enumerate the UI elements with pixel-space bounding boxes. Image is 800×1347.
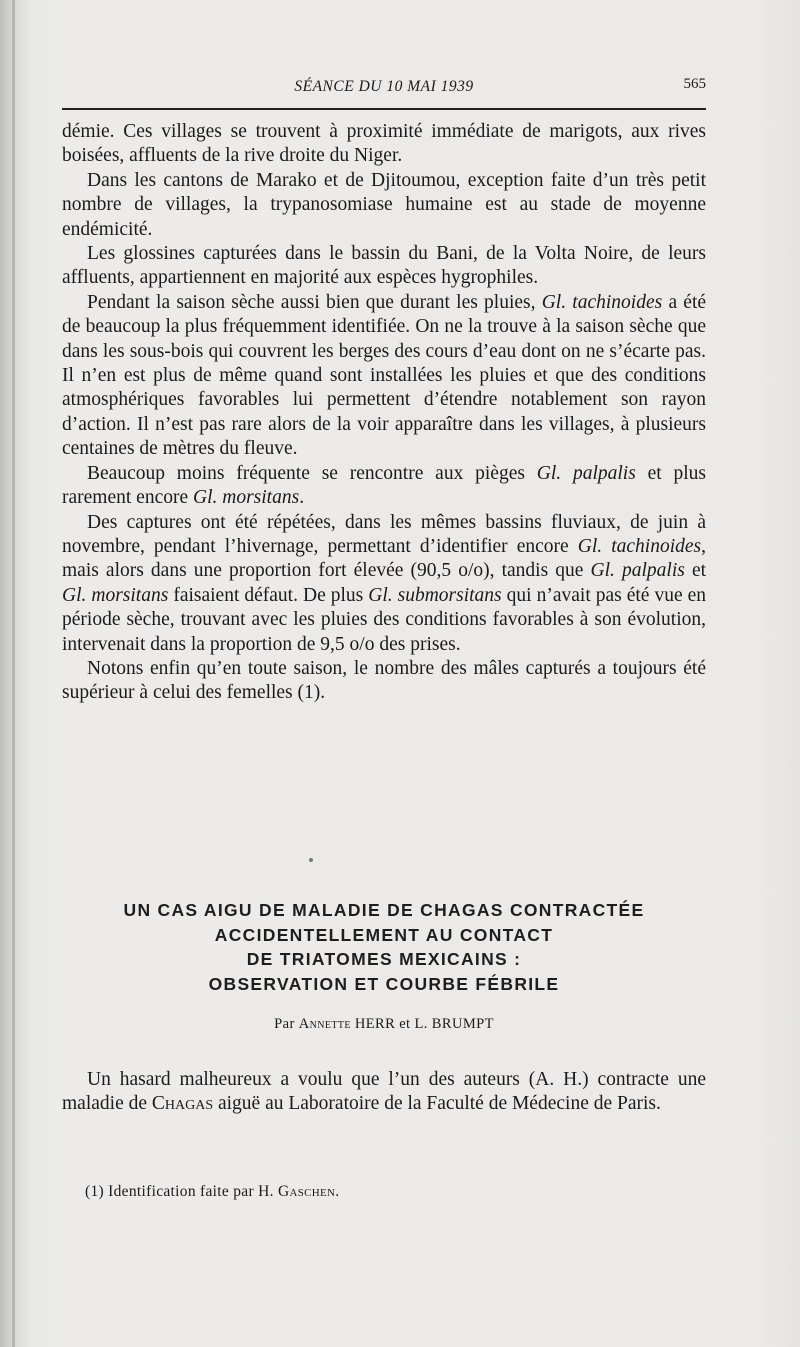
paragraph-7: Notons enfin qu’en toute saison, le nombre des mâles capturés a toujours été supérieur à celui des femelles (1). [62,657,706,704]
byline-prefix: Par [274,1016,295,1032]
person-name: Gaschen [277,1183,336,1200]
paragraph-3: Les glossines capturées dans le bassin du Bani, de la Volta Noire, de leurs affluents, appartiennent en majorité aux espèces hygrophiles. [62,243,706,289]
author-name: Annette HERR [298,1016,396,1032]
paragraph-5 [62,462,706,511]
paragraph-6 [62,511,706,657]
species-name: Gl. morsitans [193,487,300,509]
running-head [62,76,706,100]
print-speck [309,858,313,862]
byline [62,1016,706,1033]
species-name: Gl. submorsitans [368,584,502,606]
species-name: Gl. palpalis [590,560,685,582]
page-number: 565 [683,76,706,92]
article-body-continued [62,120,706,706]
species-name: Gl. palpalis [536,462,636,484]
article-title [62,898,706,996]
binding-shadow [12,0,15,1347]
footnote [85,1183,705,1201]
text-span: aiguë au Laboratoire de la Faculté de Médecine de Paris. [217,1093,661,1115]
text-span: et [691,560,707,582]
running-title: SÉANCE DU 10 MAI 1939 [294,78,474,95]
footnote-text: Identification faite par H. [108,1183,274,1200]
intro-paragraph [62,1068,706,1117]
text-span: qui n’avait pas été vue en période sèche, trouvant avec les pluies des conditions favorables à son évolution, intervenait dans la proportion de 9,5 o/o des prises. [62,584,707,655]
footnote-end: . [335,1183,340,1200]
title-line: DE TRIATOMES MEXICAINS : [246,949,522,969]
paragraph-4 [62,291,706,462]
text-span: . [299,487,305,509]
text-span: et plus rarement encore [62,462,706,509]
species-name: Gl. morsitans [62,584,169,606]
text-span: Des captures ont été répétées, dans les mêmes bassins fluviaux, de juin à novembre, pendant l’hivernage, permettant d’identifier encore [62,511,706,557]
text-span: faisaient défaut. De plus [173,584,364,606]
title-line: UN CAS AIGU DE MALADIE DE CHAGAS CONTRACTÉE [123,900,645,920]
text-span: Beaucoup moins fréquente se rencontre aux pièges [87,462,525,484]
article-intro [62,1068,706,1117]
author-name: L. BRUMPT [414,1016,494,1032]
text-span: Pendant la saison sèche aussi bien que durant les pluies, [87,291,536,313]
paragraph-1: démie. Ces villages se trouvent à proximité immédiate de marigots, aux rives boisées, affluents de la rive droite du Niger. [62,121,706,167]
text-span: , mais alors dans une proportion fort élevée (90,5 o/o), tandis que [62,535,706,582]
paragraph-2: Dans les cantons de Marako et de Djitoumou, exception faite d’un très petit nombre de villages, la trypanosomiase humaine est au stade de moyenne endémicité. [62,169,706,240]
title-line: ACCIDENTELLEMENT AU CONTACT [214,924,554,945]
byline-and: et [399,1016,411,1032]
text-span: a été de beaucoup la plus fréquemment identifiée. On ne la trouve à la saison sèche que dans les sous-bois qui couvrent les berges des cours d’eau dont on ne s’écarte pas. Il n’en est plus de même quand sont installées les pluies et que des conditions atmosphériques favorables lui permettent d’étendre notablement son rayon d’action. Il n’est pas rare alors de la voir apparaître dans les villages, à plusieurs centaines de mètres du fleuve. [62,291,707,460]
title-line: OBSERVATION ET COURBE FÉBRILE [208,973,560,994]
text-span: Un hasard malheureux a voulu que l’un des auteurs (A. H.) contracte une maladie de [62,1069,706,1115]
species-name: Gl. tachinoides [541,291,663,313]
footnote-marker: (1) [85,1183,104,1200]
person-name: Chagas [151,1093,214,1115]
species-name: Gl. tachinoides [577,535,702,557]
header-rule [62,108,706,110]
